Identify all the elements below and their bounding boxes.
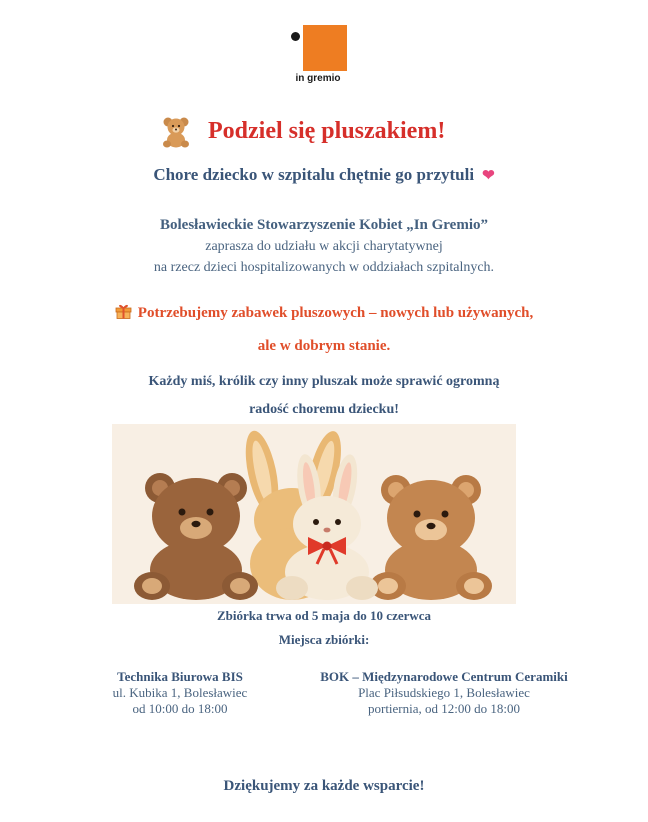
location-name: Technika Biurowa BIS xyxy=(117,669,243,684)
location-address: ul. Kubika 1, Bolesławiec xyxy=(112,685,248,700)
logo-text: in gremio xyxy=(295,73,341,84)
subtitle: Chore dziecko w szpitalu chętnie go przytuli xyxy=(153,165,475,184)
every-line-1: Każdy miś, królik czy inny pluszak może sprawić ogromną xyxy=(148,374,500,389)
organization-name: Bolesławieckie Stowarzyszenie Kobiet „In Gremio” xyxy=(159,217,488,233)
in-gremio-logo xyxy=(285,22,351,88)
collection-period: Zbiórka trwa od 5 maja do 10 czerwca xyxy=(216,608,432,623)
location-1 xyxy=(90,669,270,717)
locations-heading: Miejsca zbiórki: xyxy=(278,632,370,647)
need-line-2: ale w dobrym stanie. xyxy=(257,338,391,354)
location-2 xyxy=(310,669,578,717)
need-line-1: Potrzebujemy zabawek pluszowych – nowych lub używanych, xyxy=(137,305,534,321)
location-hours: od 10:00 do 18:00 xyxy=(132,701,228,716)
thanks-message: Dziękujemy za każde wsparcie! xyxy=(223,778,425,794)
need-row xyxy=(0,303,648,322)
title-row xyxy=(150,116,550,148)
every-line-2: radość choremu dziecku! xyxy=(249,402,399,417)
invite-line-1: zaprasza do udziału w akcji charytatywnej xyxy=(205,239,443,254)
location-address: Plac Piłsudskiego 1, Bolesławiec xyxy=(358,685,530,700)
location-name: BOK – Międzynarodowe Centrum Ceramiki xyxy=(320,669,568,684)
location-hours: portiernia, od 12:00 do 18:00 xyxy=(367,701,520,716)
page-title: Podziel się pluszakiem! xyxy=(208,118,446,144)
plush-toys-illustration xyxy=(112,424,516,604)
heart-icon: ❤ xyxy=(482,168,495,184)
teddy-bear-icon xyxy=(158,116,194,148)
invite-line-2: na rzecz dzieci hospitalizowanych w oddziałach szpitalnych. xyxy=(153,260,495,275)
gift-icon xyxy=(115,303,132,319)
subtitle-row xyxy=(0,165,648,185)
